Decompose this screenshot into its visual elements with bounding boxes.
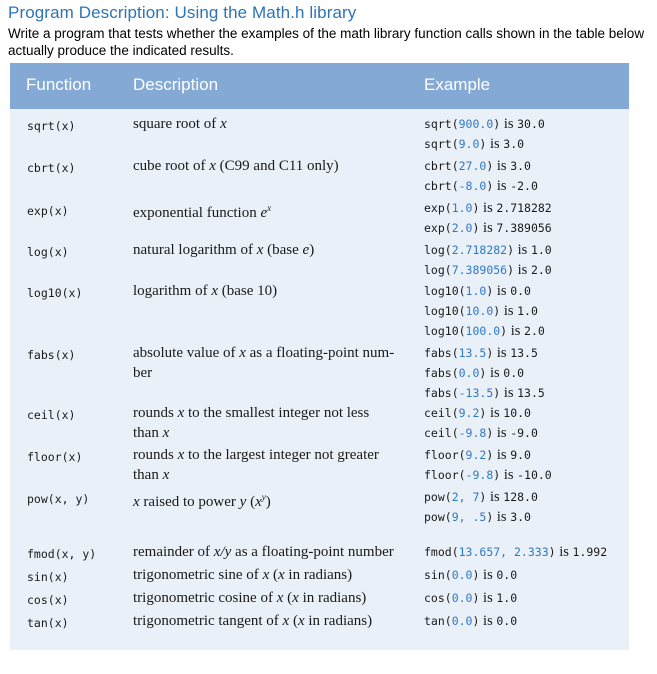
function-name: exp(x) — [27, 204, 69, 218]
header-function: Function — [26, 75, 92, 94]
header-description: Description — [133, 75, 219, 94]
function-name: floor(x) — [27, 450, 83, 464]
function-name: log(x) — [27, 245, 69, 259]
function-description: exponential function $e^x$ — [133, 203, 272, 221]
function-description: trigonometric sine of x (x in radians) — [133, 567, 353, 583]
function-name: tan(x) — [27, 616, 69, 630]
function-examples: tan(0.0) is 0.0 — [424, 613, 518, 629]
header-example: Example — [424, 75, 491, 94]
function-examples: exp(1.0) is 2.718282 exp(2.0) is 7.389056 — [424, 200, 552, 236]
table-header — [10, 63, 629, 109]
function-description: absolute value of x as a floating-point num- ber — [133, 345, 395, 381]
function-description: square root of x — [133, 116, 227, 132]
function-description: rounds x to the smallest integer not less than x — [133, 405, 370, 441]
function-description: natural logarithm of x (base e) — [133, 242, 315, 258]
function-name: cbrt(x) — [27, 161, 76, 175]
function-description: trigonometric tangent of x (x in radians) — [133, 613, 373, 629]
function-name: sqrt(x) — [27, 119, 76, 133]
function-description: rounds x to the largest integer not greater than x — [133, 447, 379, 483]
function-name: ceil(x) — [27, 408, 76, 422]
function-description: cube root of x (C99 and C11 only) — [133, 158, 339, 174]
function-examples: ceil(9.2) is 10.0 ceil(-9.8) is -9.0 — [424, 405, 538, 441]
function-examples: floor(9.2) is 9.0 floor(-9.8) is -10.0 — [424, 447, 552, 483]
function-examples: fabs(13.5) is 13.5 fabs(0.0) is 0.0 fabs(-13.5) is 13.5 — [424, 345, 545, 401]
function-examples: sqrt(900.0) is 30.0 sqrt(9.0) is 3.0 — [424, 116, 545, 152]
function-examples: pow(2, 7) is 128.0 pow(9, .5) is 3.0 — [424, 489, 538, 525]
function-name: fabs(x) — [27, 348, 76, 362]
function-description: x raised to power y $(x^y)$ — [133, 492, 271, 510]
function-name: fmod(x, y) — [27, 547, 97, 561]
function-examples: fmod(13.657, 2.333) is 1.992 — [424, 544, 608, 560]
function-examples: cos(0.0) is 1.0 — [424, 590, 518, 606]
math-functions-table — [10, 63, 629, 650]
function-description: trigonometric cosine of x (x in radians) — [133, 590, 367, 606]
function-examples: sin(0.0) is 0.0 — [424, 567, 518, 583]
intro-paragraph: Write a program that tests whether the examples of the math library function calls shown in the table below actually produce the indicated results. — [8, 26, 645, 58]
function-examples: log(2.718282) is 1.0 log(7.389056) is 2.0 — [424, 242, 552, 278]
function-description: logarithm of x (base 10) — [133, 283, 278, 299]
page-heading: Program Description: Using the Math.h library — [8, 3, 357, 22]
function-name: cos(x) — [27, 593, 69, 607]
function-name: pow(x, y) — [27, 492, 90, 506]
function-name: sin(x) — [27, 570, 69, 584]
function-examples: cbrt(27.0) is 3.0 cbrt(-8.0) is -2.0 — [424, 158, 538, 194]
function-examples: log10(1.0) is 0.0 log10(10.0) is 1.0 log10(100.0) is 2.0 — [424, 283, 545, 339]
function-description: remainder of x/y as a floating-point number — [133, 544, 394, 560]
function-name: log10(x) — [27, 286, 83, 300]
